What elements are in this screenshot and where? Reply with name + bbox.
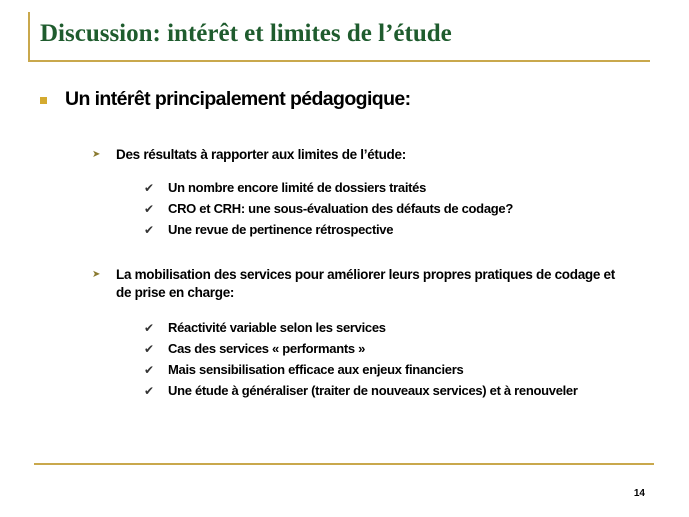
list-item (144, 341, 365, 356)
list-item-text: Une étude à généraliser (traiter de nouveaux services) et à renouveler (168, 383, 578, 398)
arrow-bullet-icon: ➤ (92, 149, 101, 160)
list-item (144, 222, 393, 237)
slide-title: Discussion: intérêt et limites de l’étude (40, 20, 452, 47)
main-point-text: Un intérêt principalement pédagogique: (65, 88, 411, 110)
section-heading (92, 146, 616, 164)
title-horizontal-rule (28, 60, 650, 62)
square-bullet-icon (40, 97, 47, 104)
checkmark-icon: ✔ (144, 383, 155, 398)
list-item-text: Réactivité variable selon les services (168, 320, 386, 335)
section-heading-text: La mobilisation des services pour améliorer leurs propres pratiques de codage et de prise en charge: (116, 267, 615, 300)
list-item (144, 362, 463, 377)
checkmark-icon: ✔ (144, 222, 155, 237)
checkmark-icon: ✔ (144, 320, 155, 335)
title-vertical-rule (28, 12, 30, 60)
list-item (144, 180, 426, 195)
list-item-text: CRO et CRH: une sous-évaluation des défauts de codage? (168, 201, 513, 216)
footer-rule (34, 463, 654, 465)
list-item-text: Un nombre encore limité de dossiers traités (168, 180, 427, 195)
list-item (144, 201, 513, 216)
list-item (144, 320, 386, 335)
list-item-text: Mais sensibilisation efficace aux enjeux financiers (168, 362, 464, 377)
checkmark-icon: ✔ (144, 180, 155, 195)
section-heading-text: Des résultats à rapporter aux limites de l’étude: (116, 147, 406, 162)
main-point (40, 88, 411, 111)
arrow-bullet-icon: ➤ (92, 269, 101, 280)
list-item (144, 383, 578, 398)
checkmark-icon: ✔ (144, 362, 155, 377)
checkmark-icon: ✔ (144, 201, 155, 216)
page-number: 14 (633, 488, 645, 499)
section-heading (92, 266, 616, 302)
checkmark-icon: ✔ (144, 341, 155, 356)
list-item-text: Une revue de pertinence rétrospective (168, 222, 394, 237)
list-item-text: Cas des services « performants » (168, 341, 366, 356)
